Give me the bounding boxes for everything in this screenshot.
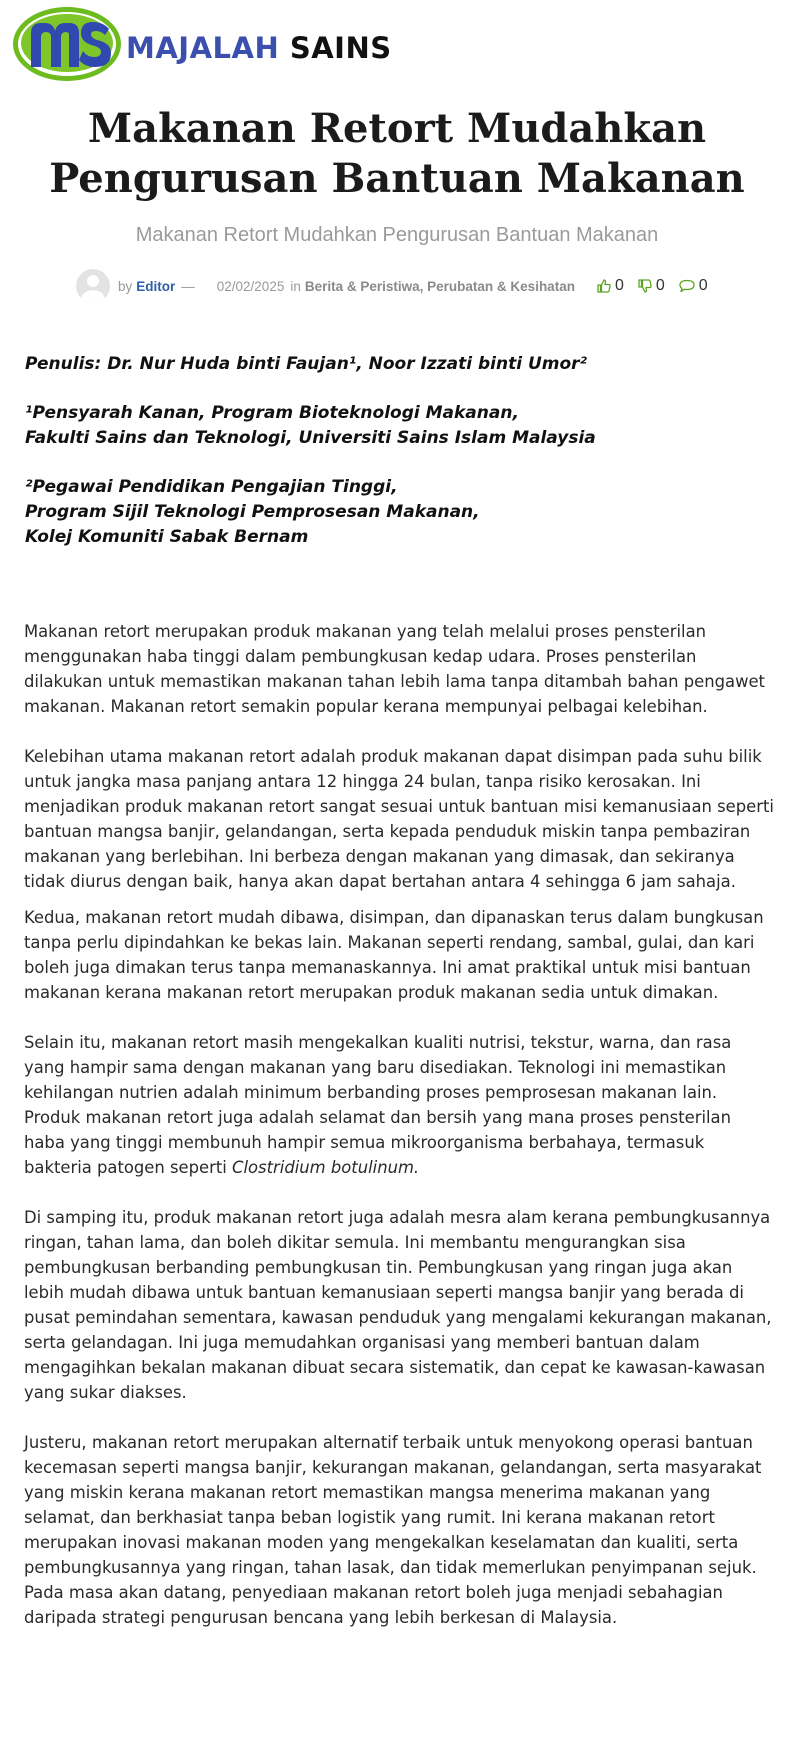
author-link[interactable]: Editor <box>136 278 176 294</box>
article-body <box>24 619 776 1655</box>
user-avatar-icon[interactable] <box>76 269 110 303</box>
paragraph-4-text: Selain itu, makanan retort masih mengekalkan kualiti nutrisi, tekstur, warna, dan rasa yang hampir sama dengan makanan yang baru disediakan. Teknologi ini memastikan kehilangan nutrien adalah minimum berbanding proses pemprosesan makanan lain. Produk makanan retort juga adalah selamat dan bersih yang mana proses pensterilan haba yang tinggi membunuh hampir semua mikroorganisma berbahaya, termasuk bakteria patogen seperti <box>24 1033 732 1177</box>
affiliation-2 <box>25 475 765 550</box>
affiliation-2-line-2: Program Sijil Teknologi Pemprosesan Makanan, <box>25 502 480 522</box>
paragraph-5: Di samping itu, produk makanan retort juga adalah mesra alam kerana pembungkusannya ringan, tahan lama, dan boleh dikitar semula. Ini membantu mengurangkan sisa pembungkusan berbanding pembungkusan tin. Pembungkusan yang ringan juga akan lebih mudah dibawa untuk bantuan kemanusiaan seperti mangsa banjir yang berada di pusat pemindahan sementara, kawasan penduduk yang mengalami kekurangan makanan, serta gelandagan. Ini juga memudahkan organisasi yang memberi bantuan dalam mengagihkan bekalan makanan dibuat secara sistematik, dan cepat ke kawasan-kawasan yang sukar diakses. <box>24 1208 772 1402</box>
paragraph-1: Makanan retort merupakan produk makanan yang telah melalui proses pensterilan menggunakan haba tinggi dalam pembungkusan kedap udara. Proses pensterilan dilakukan untuk memastikan makanan tahan lebih lama tanpa ditambah bahan pengawet makanan. Makanan retort semakin popular kerana mempunyai pelbagai kelebihan. <box>24 622 765 716</box>
paragraph-4 <box>24 1030 776 1180</box>
article-title: Makanan Retort Mudahkan Pengurusan Bantuan Makanan <box>49 105 745 202</box>
publish-date: 02/02/2025 <box>216 278 285 294</box>
like-button[interactable] <box>597 277 624 295</box>
paragraph-2: Kelebihan utama makanan retort adalah produk makanan dapat disimpan pada suhu bilik untuk jangka masa panjang antara 12 hingga 24 bulan, tanpa risiko kerosakan. Ini menjadikan produk makanan retort sangat sesuai untuk bantuan misi kemanusiaan seperti bantuan mangsa banjir, gelandangan, serta kepada penduduk miskin tanpa pembaziran makanan yang berlebihan. Ini berbeza dengan makanan yang dimasak, dan sekiranya tidak diurus dengan baik, hanya akan dapat bertahan antara 4 sehingga 6 jam sahaja. <box>24 747 774 891</box>
affiliation-1 <box>25 401 765 451</box>
site-brand-name[interactable] <box>126 31 392 65</box>
brand-name-part1: MAJALAH <box>126 31 280 65</box>
affiliation-1-line-1: ¹Pensyarah Kanan, Program Bioteknologi Makanan, <box>25 403 519 423</box>
author-info <box>25 352 765 574</box>
comment-button[interactable] <box>679 277 708 295</box>
thumbs-up-icon <box>597 279 611 293</box>
like-count: 0 <box>614 277 624 294</box>
category-links[interactable]: Berita & Peristiwa, Perubatan & Kesihatan <box>304 278 575 294</box>
affiliation-1-line-2: Fakulti Sains dan Teknologi, Universiti Sains Islam Malaysia <box>25 428 596 448</box>
ms-logo-icon[interactable] <box>11 5 123 83</box>
author-line: Penulis: Dr. Nur Huda binti Faujan¹, Noor Izzati binti Umor² <box>25 354 587 374</box>
dislike-button[interactable] <box>638 277 665 295</box>
paragraph-4-species: Clostridium botulinum. <box>232 1158 420 1177</box>
brand-name-part2: SAINS <box>289 31 392 65</box>
paragraph-3: Kedua, makanan retort mudah dibawa, disimpan, dan dipanaskan terus dalam bungkusan tanpa perlu dipindahkan ke bekas lain. Makanan seperti rendang, sambal, gulai, dan kari boleh juga dimakan terus tanpa memanaskannya. Ini amat praktikal untuk misi bantuan makanan kerana makanan retort merupakan produk makanan sedia untuk dimakan. <box>24 908 764 1002</box>
by-label: by <box>118 278 133 294</box>
article-meta <box>76 268 722 304</box>
article-subtitle: Makanan Retort Mudahkan Pengurusan Bantuan Makanan <box>135 224 659 246</box>
dislike-count: 0 <box>655 277 665 294</box>
paragraph-6: Justeru, makanan retort merupakan alternatif terbaik untuk menyokong operasi bantuan kecemasan seperti mangsa banjir, kekurangan makanan, gelandangan, serta masyarakat yang miskin kerana makanan retort memastikan mangsa menerima makanan yang selamat, dan berkhasiat tanpa beban logistik yang rumit. Ini kerana makanan retort merupakan inovasi makanan moden yang mengekalkan keselamatan dan kualiti, serta pembungkusannya yang ringan, tahan lasak, dan tidak memerlukan penyimpanan sejuk. Pada masa akan datang, penyediaan makanan retort boleh juga menjadi sebahagian daripada strategi pengurusan bencana yang lebih berkesan di Malaysia. <box>24 1433 762 1627</box>
meta-separator: — <box>181 278 195 294</box>
comment-count: 0 <box>698 277 708 294</box>
in-label: in <box>290 278 301 294</box>
affiliation-2-line-3: Kolej Komuniti Sabak Bernam <box>25 527 309 547</box>
thumbs-down-icon <box>638 279 652 293</box>
site-header <box>11 5 431 85</box>
comment-bubble-icon <box>679 279 695 293</box>
affiliation-2-line-1: ²Pegawai Pendidikan Pengajian Tinggi, <box>25 477 398 497</box>
reaction-bar <box>597 277 722 295</box>
